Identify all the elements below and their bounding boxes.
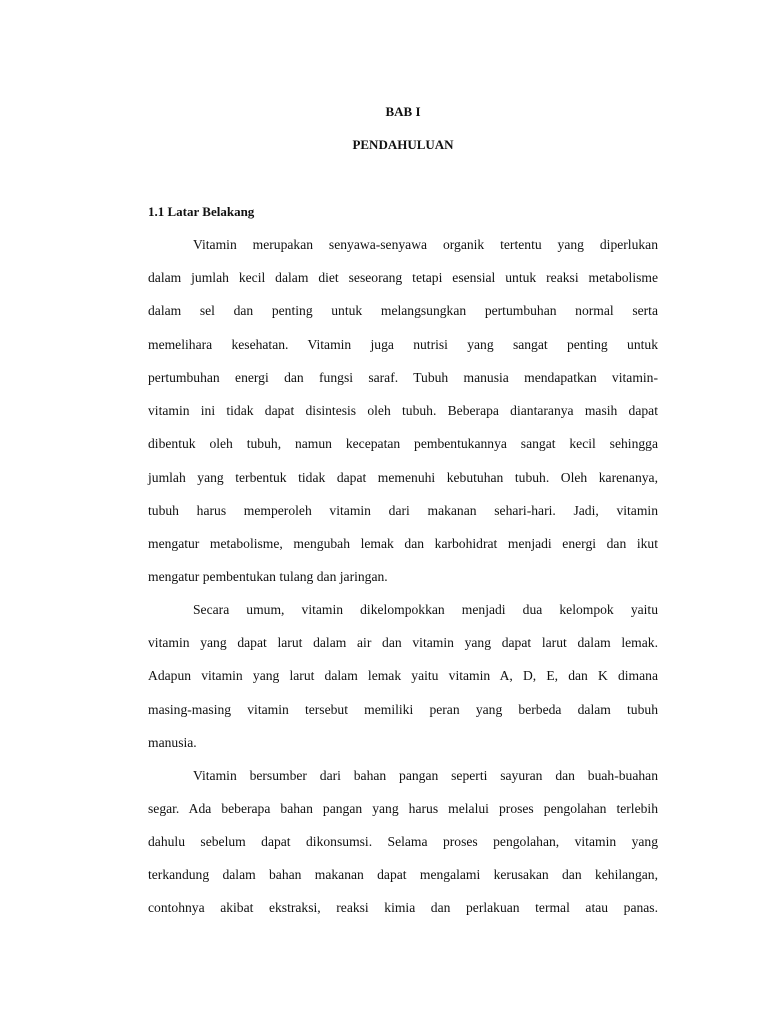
paragraph-line: terkandung dalam bahan makanan dapat mengalami kerusakan dan kehilangan, <box>148 867 658 882</box>
paragraph-line: tubuh harus memperoleh vitamin dari makanan sehari-hari. Jadi, vitamin <box>148 503 658 518</box>
paragraph-line: dahulu sebelum dapat dikonsumsi. Selama proses pengolahan, vitamin yang <box>148 834 658 849</box>
paragraph-line: vitamin yang dapat larut dalam air dan vitamin yang dapat larut dalam lemak. <box>148 635 658 650</box>
chapter-heading: BAB I <box>385 104 421 119</box>
paragraph-line: pertumbuhan energi dan fungsi saraf. Tubuh manusia mendapatkan vitamin- <box>148 370 658 385</box>
paragraph-line: manusia. <box>148 735 197 750</box>
paragraph-line: dalam jumlah kecil dalam diet seseorang tetapi esensial untuk reaksi metabolisme <box>148 270 658 285</box>
chapter-title: PENDAHULUAN <box>352 137 454 152</box>
paragraph-line: Vitamin merupakan senyawa-senyawa organik tertentu yang diperlukan <box>193 237 658 252</box>
paragraph-line: Vitamin bersumber dari bahan pangan seperti sayuran dan buah-buahan <box>193 768 658 783</box>
paragraph-line: vitamin ini tidak dapat disintesis oleh tubuh. Beberapa diantaranya masih dapat <box>148 403 658 418</box>
paragraph-line: masing-masing vitamin tersebut memiliki peran yang berbeda dalam tubuh <box>148 702 658 717</box>
section-heading: 1.1 Latar Belakang <box>148 204 255 219</box>
paragraph-line: mengatur pembentukan tulang dan jaringan. <box>148 569 388 584</box>
paragraph-line: dalam sel dan penting untuk melangsungkan pertumbuhan normal serta <box>148 303 658 318</box>
paragraph-line: memelihara kesehatan. Vitamin juga nutrisi yang sangat penting untuk <box>148 337 658 352</box>
paragraph-line: dibentuk oleh tubuh, namun kecepatan pembentukannya sangat kecil sehingga <box>148 436 658 451</box>
paragraph-line: jumlah yang terbentuk tidak dapat memenuhi kebutuhan tubuh. Oleh karenanya, <box>148 470 658 485</box>
paragraph-line: mengatur metabolisme, mengubah lemak dan karbohidrat menjadi energi dan ikut <box>148 536 658 551</box>
paragraph-line: Secara umum, vitamin dikelompokkan menjadi dua kelompok yaitu <box>193 602 658 617</box>
paragraph-line: Adapun vitamin yang larut dalam lemak yaitu vitamin A, D, E, dan K dimana <box>148 668 658 683</box>
paragraph-line: contohnya akibat ekstraksi, reaksi kimia dan perlakuan termal atau panas. <box>148 900 658 915</box>
paragraph-line: segar. Ada beberapa bahan pangan yang harus melalui proses pengolahan terlebih <box>148 801 658 816</box>
